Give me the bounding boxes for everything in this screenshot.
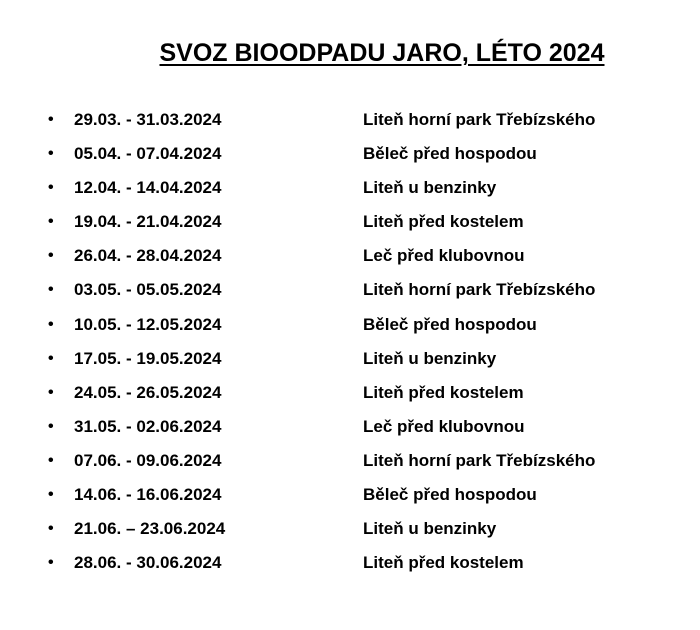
date-range: 26.04. - 28.04.2024 <box>74 246 222 266</box>
list-item <box>0 312 700 346</box>
pickup-location: Běleč před hospodou <box>363 314 537 334</box>
date-range: 31.05. - 02.06.2024 <box>74 416 222 436</box>
list-item <box>0 414 700 448</box>
pickup-location: Leč před klubovnou <box>363 246 525 266</box>
pickup-location: Liteň u benzinky <box>363 519 497 539</box>
pickup-location: Liteň horní park Třebízského <box>363 280 596 300</box>
bullet-icon: • <box>48 281 54 299</box>
list-item <box>0 516 700 550</box>
list-item <box>0 380 700 414</box>
date-range: 12.04. - 14.04.2024 <box>74 178 222 198</box>
date-range: 21.06. – 23.06.2024 <box>74 519 226 539</box>
bullet-icon: • <box>48 111 54 128</box>
pickup-location: Liteň u benzinky <box>363 348 497 368</box>
list-item <box>0 209 700 243</box>
date-range: 28.06. - 30.06.2024 <box>74 553 222 573</box>
schedule-list <box>0 107 700 584</box>
bullet-icon: • <box>48 383 54 401</box>
bullet-icon: • <box>48 247 54 265</box>
list-item <box>0 141 700 175</box>
date-range: 29.03. - 31.03.2024 <box>74 110 222 129</box>
bullet-icon: • <box>48 349 54 367</box>
bullet-icon: • <box>48 520 54 538</box>
list-item <box>0 346 700 380</box>
bullet-icon: • <box>48 486 54 504</box>
date-range: 14.06. - 16.06.2024 <box>74 485 222 505</box>
list-item <box>0 277 700 311</box>
bullet-icon: • <box>48 554 54 572</box>
list-item <box>0 175 700 209</box>
bullet-icon: • <box>48 451 54 469</box>
date-range: 03.05. - 05.05.2024 <box>74 280 222 300</box>
pickup-location: Běleč před hospodou <box>363 144 537 164</box>
date-range: 24.05. - 26.05.2024 <box>74 382 222 402</box>
list-item <box>0 482 700 516</box>
pickup-location: Liteň před kostelem <box>363 212 524 232</box>
page-title: SVOZ BIOODPADU JARO, LÉTO 2024 <box>159 39 605 67</box>
bullet-icon: • <box>48 145 54 163</box>
list-item <box>0 107 700 141</box>
bullet-icon: • <box>48 213 54 231</box>
bullet-icon: • <box>48 179 54 197</box>
pickup-location: Běleč před hospodou <box>363 485 537 505</box>
list-item <box>0 448 700 482</box>
pickup-location: Liteň horní park Třebízského <box>363 450 596 470</box>
list-item <box>0 550 700 584</box>
list-item <box>0 243 700 277</box>
pickup-location: Leč před klubovnou <box>363 416 525 436</box>
date-range: 07.06. - 09.06.2024 <box>74 450 222 470</box>
date-range: 17.05. - 19.05.2024 <box>74 348 222 368</box>
bullet-icon: • <box>48 417 54 435</box>
date-range: 19.04. - 21.04.2024 <box>74 212 222 232</box>
pickup-location: Liteň u benzinky <box>363 178 497 198</box>
date-range: 05.04. - 07.04.2024 <box>74 144 222 164</box>
pickup-location: Liteň před kostelem <box>363 553 524 573</box>
date-range: 10.05. - 12.05.2024 <box>74 314 222 334</box>
bullet-icon: • <box>48 315 54 333</box>
pickup-location: Liteň před kostelem <box>363 382 524 402</box>
pickup-location: Liteň horní park Třebízského <box>363 110 596 129</box>
